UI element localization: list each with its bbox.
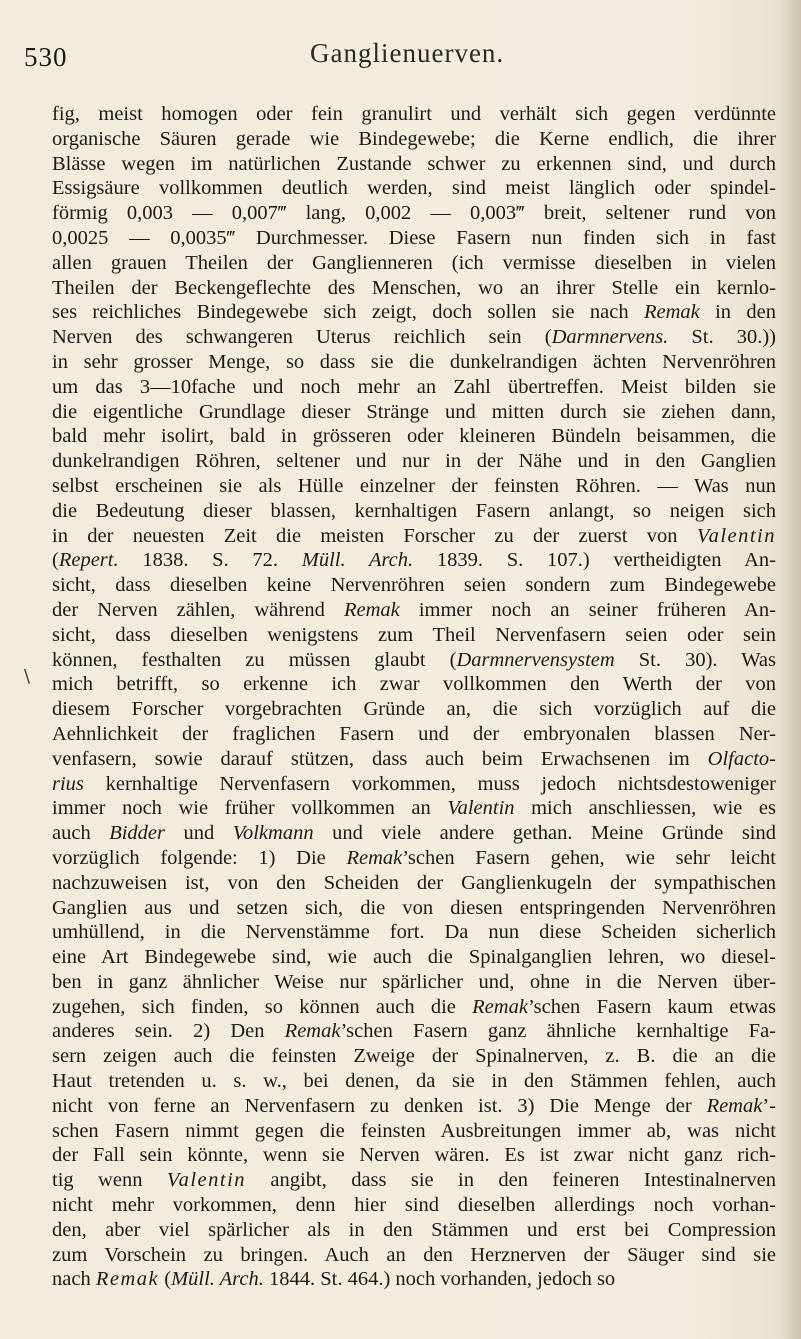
text-line — [52, 449, 776, 474]
page-edge-shadow — [779, 0, 801, 1339]
text-line — [52, 1243, 776, 1268]
text-line — [52, 400, 776, 425]
text-run: diesem Forscher vorgebrachten Gründe an, die sich vorzüglich auf die — [52, 698, 776, 721]
text-run: schen Fasern nimmt gegen die feinsten Ausbreitungen immer ab, was nicht — [52, 1119, 776, 1142]
text-run: ’schen Fasern gehen, wie sehr leicht — [402, 846, 776, 869]
text-run: Aehnlichkeit der fraglichen Fasern und der embryonalen blassen Ner- — [52, 722, 776, 745]
text-run: nachzuweisen ist, von den Scheiden der Ganglienkugeln der sympathischen — [52, 871, 776, 894]
text-line — [52, 573, 776, 598]
text-run: in der neuesten Zeit die meisten Forscher zu der zuerst von — [52, 524, 697, 547]
text-line — [52, 1267, 776, 1292]
text-run: Blässe wegen im natürlichen Zustande schwer zu erkennen sind, und durch — [52, 152, 776, 175]
text-run: immer noch wie früher vollkommen an — [52, 797, 448, 820]
text-line — [52, 524, 776, 549]
text-run: mich betrifft, so erkenne ich zwar vollkommen den Werth der von — [52, 673, 776, 696]
text-run: anderes sein. 2) Den — [52, 1020, 285, 1043]
running-head: Ganglienuerven. — [310, 38, 505, 68]
text-run: die eigentliche Grundlage dieser Stränge und mitten durch sie ziehen dann, — [52, 400, 776, 423]
text-run: fig, meist homogen oder fein granulirt und verhält sich gegen verdünnte — [52, 103, 776, 125]
italic-name: Müll. Arch. — [171, 1268, 264, 1291]
italic-name: Remak — [706, 1094, 763, 1117]
text-line — [52, 176, 776, 201]
text-run: allen grauen Theilen der Ganglienneren (ich vermisse dieselben in vielen — [52, 251, 776, 274]
text-run: venfasern, sowie darauf stützen, dass auch beim Erwachsenen im — [52, 747, 708, 770]
text-line — [52, 1019, 776, 1044]
text-line — [52, 251, 776, 276]
text-run: in sehr grosser Menge, so dass sie die dunkelrandigen ächten Nervenröhren — [52, 350, 776, 373]
text-line — [52, 747, 776, 772]
text-run: St. 30.)) — [668, 326, 776, 349]
text-run: St. 30). Was — [614, 648, 776, 671]
text-line — [52, 1044, 776, 1069]
text-run: den, aber viel spärlicher als in den Stämmen und erst bei Compression — [52, 1218, 776, 1241]
body-text — [52, 102, 776, 1292]
text-run: sern zeigen auch die feinsten Zweige der Spinalnerven, z. B. die an die — [52, 1045, 776, 1068]
text-run: und — [164, 822, 233, 845]
text-run: nicht mehr vorkommen, denn hier sind dieselben allerdings noch vorhan- — [52, 1194, 776, 1217]
text-run: nach — [52, 1268, 96, 1291]
text-line — [52, 127, 776, 152]
text-run: tig wenn — [52, 1169, 167, 1192]
text-run: der Fall sein könnte, wenn sie Nerven wären. Es ist zwar nicht ganz rich- — [52, 1144, 776, 1167]
text-line — [52, 1218, 776, 1243]
text-line — [52, 896, 776, 921]
text-line — [52, 970, 776, 995]
text-run: zum Vorschein zu bringen. Auch an den Herznerven der Säuger sind sie — [52, 1243, 776, 1266]
italic-name: Müll. Arch. — [301, 549, 414, 572]
text-run: ( — [159, 1268, 172, 1291]
italic-name: Olfacto- — [707, 747, 776, 770]
italic-name: Remak — [472, 995, 528, 1018]
text-run: sicht, dass dieselben keine Nervenröhren seien sondern zum Bindegewebe — [52, 574, 776, 597]
text-line — [52, 375, 776, 400]
text-line — [52, 796, 776, 821]
italic-name: rius — [52, 772, 84, 795]
text-line — [52, 945, 776, 970]
text-run: kernhaltige Nervenfasern vorkommen, muss jedoch nichtsdestoweniger — [83, 772, 776, 795]
margin-mark: \ — [24, 666, 31, 687]
text-run: nicht von ferne an Nervenfasern zu denken ist. 3) Die Menge der — [52, 1094, 707, 1117]
text-run: bald mehr isolirt, bald in grösseren oder kleineren Bündeln beisammen, die — [52, 425, 776, 448]
text-line — [52, 1094, 776, 1119]
text-run: zugehen, sich finden, so können auch die — [52, 995, 473, 1018]
text-line — [52, 1069, 776, 1094]
text-line — [52, 1193, 776, 1218]
text-run: dunkelrandigen Röhren, seltener und nur in der Nähe und in den Ganglien — [52, 450, 776, 473]
text-run: angibt, dass sie in den feineren Intestinalnerven — [246, 1169, 776, 1192]
text-line — [52, 226, 776, 251]
text-line — [52, 920, 776, 945]
text-run: Nerven des schwangeren Uterus reichlich sein ( — [52, 326, 552, 349]
text-run: ’schen Fasern ganz ähnliche kernhaltige Fa- — [340, 1020, 776, 1043]
italic-name: Remak — [643, 301, 700, 324]
text-line — [52, 648, 776, 673]
text-run: 0,0025 — 0,0035‴ Durchmesser. Diese Fasern nun finden sich in fast — [52, 226, 776, 249]
text-run: die Bedeutung dieser blassen, kernhaltigen Fasern anlangt, so neigen sich — [52, 499, 776, 522]
text-line — [52, 474, 776, 499]
text-run: können, festhalten zu müssen glaubt ( — [52, 648, 457, 671]
text-run: ’schen Fasern kaum etwas — [527, 995, 776, 1018]
text-run: mich anschliessen, wie es — [514, 797, 776, 820]
text-run: sicht, dass dieselben wenigstens zum Theil Nervenfasern seien oder sein — [52, 623, 776, 646]
text-line — [52, 995, 776, 1020]
text-line — [52, 1168, 776, 1193]
text-line — [52, 697, 776, 722]
text-run: und viele andere gethan. Meine Gründe sind — [313, 822, 776, 845]
italic-name: Darmnervensystem — [456, 648, 615, 671]
text-line — [52, 102, 776, 127]
text-line — [52, 201, 776, 226]
text-run: organische Säuren gerade wie Bindegewebe; die Kerne endlich, die ihrer — [52, 127, 776, 150]
text-line — [52, 499, 776, 524]
text-line — [52, 1119, 776, 1144]
text-run: eine Art Bindegewebe sind, wie auch die Spinalganglien lehren, wo diesel- — [52, 946, 776, 969]
text-run: 1839. S. 107.) vertheidigten An- — [413, 549, 776, 572]
italic-name: Repert. — [58, 549, 119, 572]
text-run: umhüllend, in die Nervenstämme fort. Da nun diese Scheiden sicherlich — [52, 921, 776, 944]
italic-name: Remak — [284, 1020, 341, 1043]
italic-name: Valentin — [166, 1169, 247, 1192]
text-run: ’- — [762, 1094, 776, 1117]
text-run: auch — [52, 822, 110, 845]
text-line — [52, 772, 776, 797]
text-line — [52, 1143, 776, 1168]
text-line — [52, 672, 776, 697]
page-header — [0, 0, 801, 90]
text-line — [52, 846, 776, 871]
italic-name: Valentin — [447, 797, 515, 820]
text-run: förmig 0,003 — 0,007‴ lang, 0,002 — 0,003‴ breit, seltener rund von — [52, 202, 776, 225]
page-number: 530 — [24, 42, 68, 72]
text-run: Haut tretenden u. s. w., bei denen, da sie in den Stämmen fehlen, auch — [52, 1070, 776, 1093]
text-run: 1844. St. 464.) noch vorhanden, jedoch so — [263, 1268, 616, 1291]
text-line — [52, 276, 776, 301]
text-run: ( — [52, 549, 59, 572]
text-run: ses reichliches Bindegewebe sich zeigt, doch sollen sie nach — [52, 301, 644, 324]
text-run: immer noch an seiner früheren An- — [399, 598, 776, 621]
text-run: der Nerven zählen, während — [52, 598, 344, 621]
text-run: Essigsäure vollkommen deutlich werden, sind meist länglich oder spindel- — [52, 177, 776, 200]
text-line — [52, 548, 776, 573]
text-line — [52, 325, 776, 350]
italic-name: Volkmann — [232, 822, 314, 845]
italic-name: Remak — [346, 846, 403, 869]
italic-name: Darmnervens. — [551, 326, 669, 349]
text-run: ben in ganz ähnlicher Weise nur spärlicher und, ohne in die Nerven über- — [52, 970, 776, 993]
text-line — [52, 623, 776, 648]
text-run: selbst erscheinen sie als Hülle einzelner der feinsten Röhren. — Was nun — [52, 474, 776, 497]
italic-name: Remak — [343, 598, 400, 621]
text-run: in den — [699, 301, 776, 324]
text-line — [52, 300, 776, 325]
text-line — [52, 871, 776, 896]
text-line — [52, 821, 776, 846]
italic-name: Valentin — [696, 524, 776, 547]
text-run: Ganglien aus und setzen sich, die von diesen entspringenden Nervenröhren — [52, 896, 776, 919]
text-line — [52, 598, 776, 623]
text-run: 1838. S. 72. — [118, 549, 302, 572]
text-run: um das 3—10fache und noch mehr an Zahl übertreffen. Meist bilden sie — [52, 375, 776, 398]
text-line — [52, 350, 776, 375]
italic-name: Remak — [95, 1268, 160, 1291]
text-run: vorzüglich folgende: 1) Die — [52, 846, 347, 869]
text-line — [52, 424, 776, 449]
text-run: Theilen der Beckengeflechte des Menschen, wo an ihrer Stelle ein kernlo- — [52, 276, 776, 299]
text-line — [52, 722, 776, 747]
text-line — [52, 152, 776, 177]
italic-name: Bidder — [109, 822, 165, 845]
